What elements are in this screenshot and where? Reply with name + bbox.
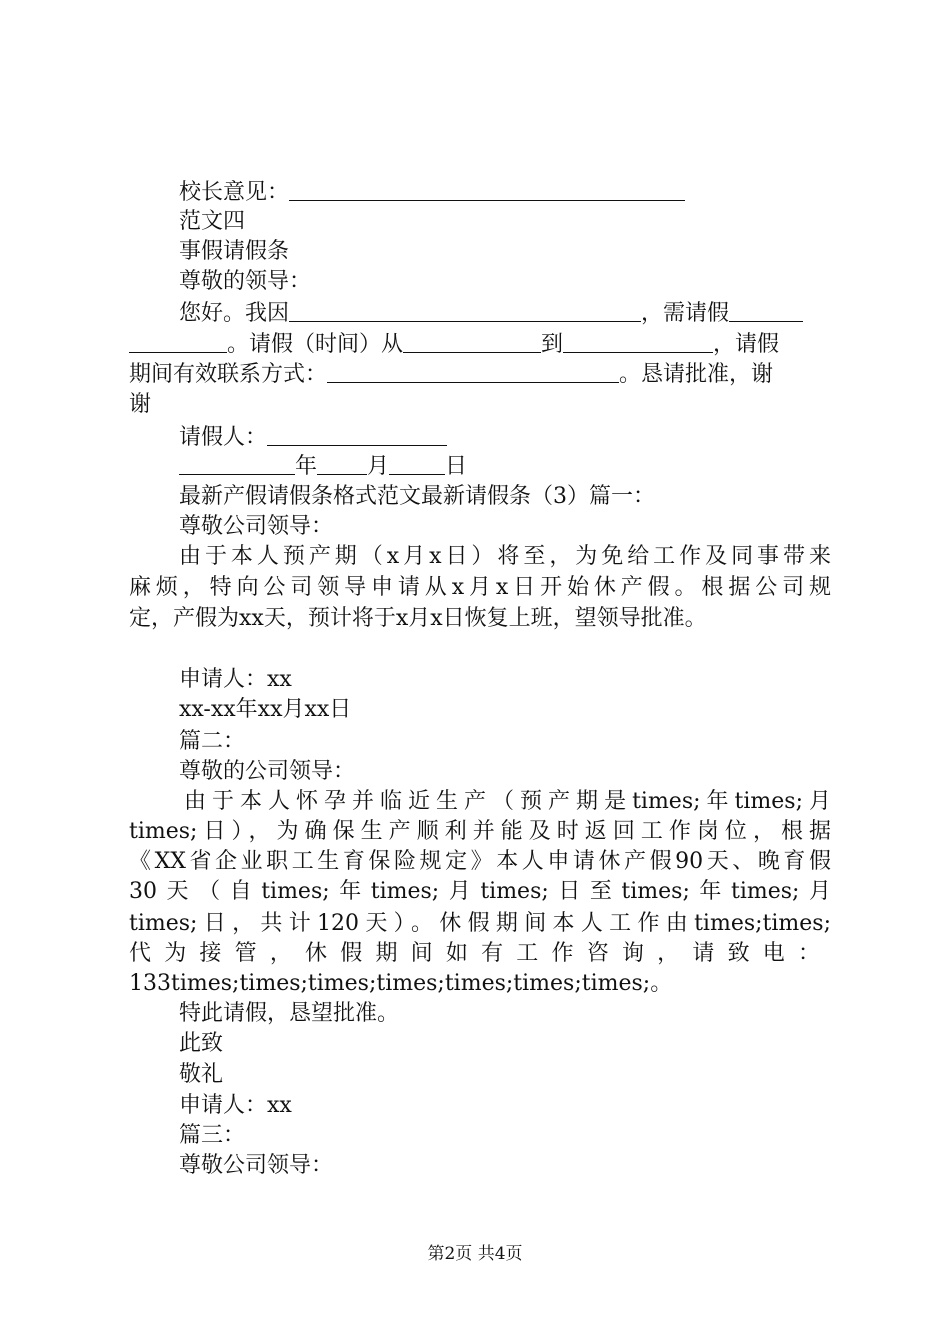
closing-line: 敬礼 (179, 1062, 224, 1087)
sample4-heading: 范文四 (179, 209, 246, 234)
leave-title: 事假请假条 (179, 239, 290, 264)
thanks-cont: 谢 (129, 392, 152, 417)
reason-line (179, 299, 831, 329)
to-blank (563, 332, 713, 353)
days-blank (729, 301, 803, 322)
applicant-line (179, 423, 831, 453)
applicant-blank (267, 425, 447, 446)
need-leave-text: ，需请假 (641, 301, 730, 326)
page-number: 第2页 共4页 (427, 1244, 523, 1264)
paragraph-line: 代为接管，休假期间如有工作咨询，请致电： (129, 941, 831, 966)
applicant-xx: 申请人：xx (179, 667, 292, 692)
closing-line: 此致 (179, 1031, 224, 1056)
salutation: 尊敬公司领导： (179, 1153, 334, 1178)
to-text: 到 (541, 332, 564, 357)
day-label: 日 (445, 454, 468, 479)
time-line (129, 330, 831, 360)
salutation: 尊敬的领导： (179, 269, 312, 294)
date-blank-line (179, 452, 831, 482)
paragraph-line: 《XX省企业职工生育保险规定》本人申请休产假90天、晚育假 (129, 849, 831, 874)
section-title: 最新产假请假条格式范文最新请假条（3）篇一： (179, 484, 655, 509)
contact-text: 期间有效联系方式： (129, 362, 328, 387)
paragraph-line: times;日），为确保生产顺利并能及时返回工作岗位，根据 (129, 819, 831, 844)
closing-request: 特此请假，恳望批准。 (179, 1001, 400, 1026)
opinion-blank (289, 180, 685, 201)
year-blank (179, 454, 295, 475)
salutation: 尊敬的公司领导： (179, 759, 356, 784)
reason-text: 您好。我因 (179, 301, 290, 326)
days-blank-cont (129, 332, 227, 353)
part-heading: 篇三： (179, 1123, 246, 1148)
paragraph-line: 由于本人预产期（x月x日）将至，为免给工作及同事带来 (179, 544, 831, 569)
paragraph-line: 30天（自times;年times;月times;日至times;年times;月 (129, 879, 831, 904)
thanks-text: 。恳请批准，谢 (619, 362, 774, 387)
time-text: 。请假（时间）从 (227, 332, 404, 357)
principal-opinion-line (179, 178, 831, 208)
principal-opinion-label: 校长意见： (179, 180, 290, 205)
month-label: 月 (367, 454, 390, 479)
date-xx: xx-xx年xx月xx日 (179, 697, 352, 722)
month-blank (317, 454, 367, 475)
day-blank (389, 454, 445, 475)
from-blank (403, 332, 541, 353)
applicant-xx: 申请人：xx (179, 1093, 292, 1118)
year-label: 年 (295, 454, 318, 479)
paragraph-line: 133times;times;times;times;times;times;times;。 (129, 971, 673, 996)
leave-text: ，请假 (713, 332, 780, 357)
paragraph-line: times;日，共计120天）。休假期间本人工作由times;times; (129, 911, 831, 936)
contact-line (129, 360, 831, 390)
reason-blank (289, 301, 641, 322)
contact-blank (327, 362, 619, 383)
salutation: 尊敬公司领导： (179, 514, 334, 539)
paragraph-line: 麻烦，特向公司领导申请从x月x日开始休产假。根据公司规 (129, 575, 831, 600)
applicant-label: 请假人： (179, 425, 268, 450)
paragraph-line: 由于本人怀孕并临近生产（预产期是times;年times;月 (184, 789, 831, 814)
part-heading: 篇二： (179, 729, 246, 754)
paragraph-line: 定，产假为xx天，预计将于x月x日恢复上班，望领导批准。 (129, 606, 707, 631)
